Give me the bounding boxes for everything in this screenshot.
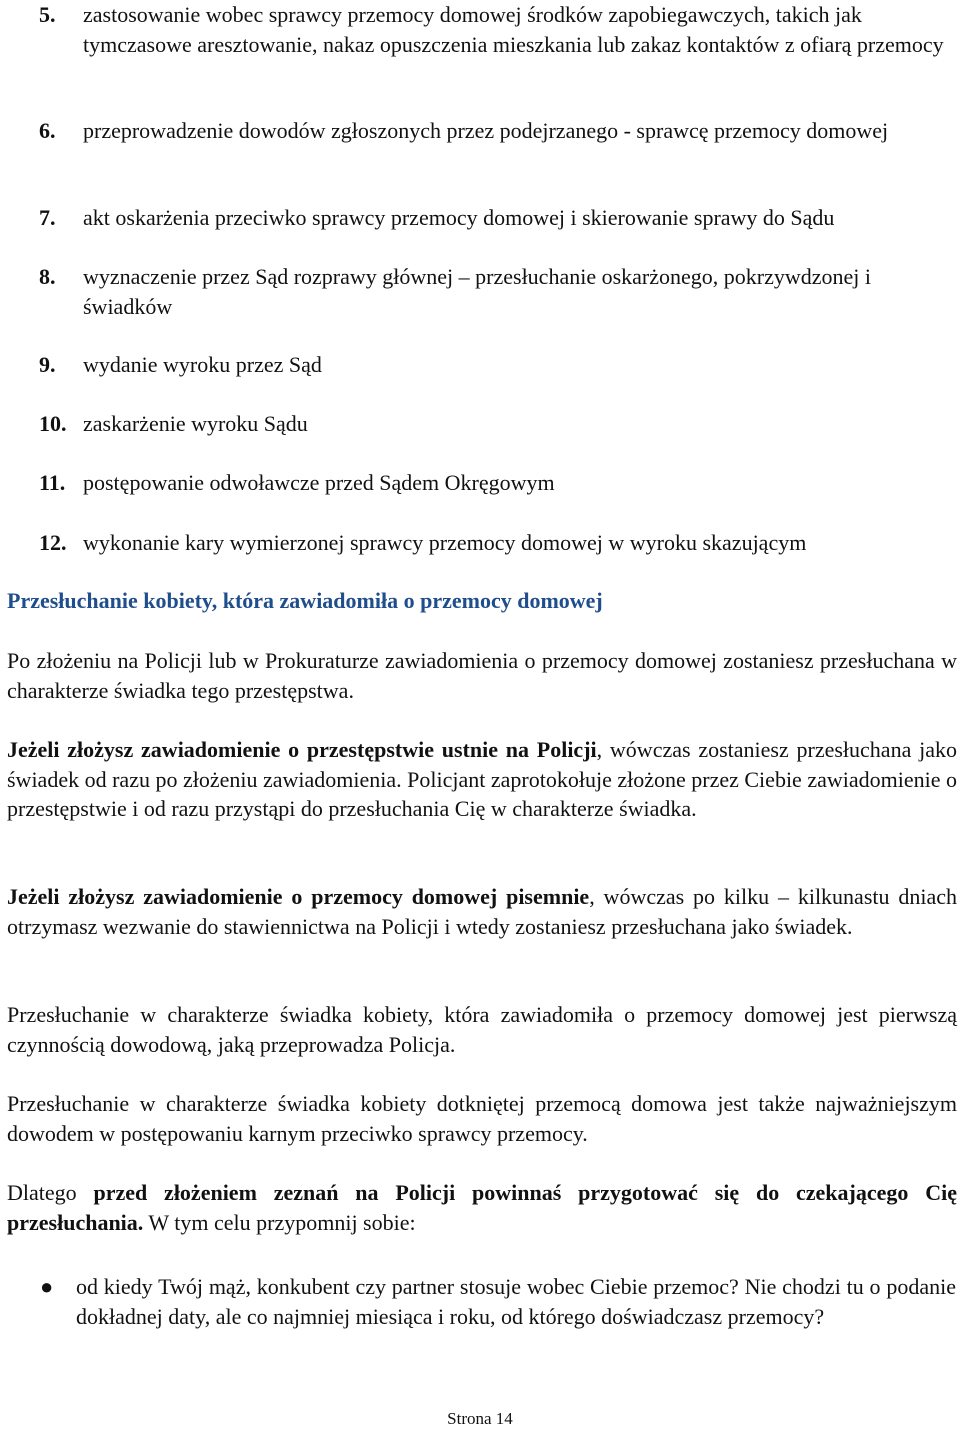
paragraph-bold-text: przed złożeniem zeznań na Policji powinnaś przygotować się do czekającego Cię przesłuchania.	[7, 1180, 957, 1235]
list-number: 12.	[39, 530, 67, 555]
list-text: postępowanie odwoławcze przed Sądem Okręgowym	[83, 470, 555, 495]
list-number: 11.	[39, 470, 66, 495]
paragraph-text: , wówczas po kilku – kilkunastu dniach otrzymasz wezwanie do stawiennictwa na Policji i wtedy zostaniesz przesłuchana jako świadek.	[7, 884, 957, 939]
list-text: wyznaczenie przez Sąd rozprawy głównej – przesłuchanie oskarżonego, pokrzywdzonej i świadków	[83, 264, 872, 319]
list-text: zaskarżenie wyroku Sądu	[83, 411, 308, 436]
paragraph	[7, 646, 957, 705]
list-text: akt oskarżenia przeciwko sprawcy przemocy domowej i skierowanie sprawy do Sądu	[83, 205, 835, 230]
list-number: 6.	[39, 118, 56, 143]
list-text: zastosowanie wobec sprawcy przemocy domowej środków zapobiegawczych, takich jak tymczasowe aresztowanie, nakaz opuszczenia mieszkania lub zakaz kontaktów z ofiarą przemocy	[83, 2, 944, 57]
bullet-icon: ●	[40, 1274, 54, 1299]
list-number: 9.	[39, 352, 56, 377]
paragraph-bold-text: Jeżeli złożysz zawiadomienie o przemocy domowej pisemnie	[7, 884, 590, 909]
paragraph-text: W tym celu przypomnij sobie:	[143, 1209, 416, 1235]
paragraph-bold-text: Jeżeli złożysz zawiadomienie o przestępstwie ustnie na Policji	[7, 737, 597, 762]
paragraph	[7, 735, 957, 824]
list-number: 5.	[39, 2, 56, 27]
list-text: przeprowadzenie dowodów zgłoszonych przez podejrzanego - sprawcę przemocy domowej	[83, 118, 889, 143]
list-number: 10.	[39, 411, 67, 436]
page-footer: Strona 14	[447, 1409, 513, 1428]
paragraph	[7, 1178, 957, 1237]
paragraph-text: Przesłuchanie w charakterze świadka kobiety dotkniętej przemocą domowa jest także najważniejszym dowodem w postępowaniu karnym przeciwko sprawcy przemocy.	[7, 1091, 957, 1146]
section-heading: Przesłuchanie kobiety, która zawiadomiła o przemocy domowej	[7, 588, 603, 613]
bullet-text: od kiedy Twój mąż, konkubent czy partner stosuje wobec Ciebie przemoc? Nie chodzi tu o podanie dokładnej daty, ale co najmniej miesiąca i roku, od którego doświadczasz przemocy?	[76, 1274, 956, 1329]
list-text: wydanie wyroku przez Sąd	[83, 352, 322, 377]
list-number: 8.	[39, 264, 56, 289]
paragraph-text: Przesłuchanie w charakterze świadka kobiety, która zawiadomiła o przemocy domowej jest pierwszą czynnością dowodową, jaką przeprowadza Policja.	[7, 1002, 957, 1057]
paragraph-text: Dlatego	[7, 1180, 94, 1205]
paragraph	[7, 882, 957, 941]
paragraph	[7, 1000, 957, 1059]
paragraph	[7, 1089, 957, 1148]
paragraph-text: Po złożeniu na Policji lub w Prokuraturze zawiadomienia o przemocy domowej zostaniesz przesłuchana w charakterze świadka tego przestępstwa.	[7, 648, 957, 703]
list-text: wykonanie kary wymierzonej sprawcy przemocy domowej w wyroku skazującym	[83, 530, 807, 555]
paragraph-text: , wówczas zostaniesz przesłuchana jako świadek od razu po złożeniu zawiadomienia. Policjant zaprotokołuje złożone przez Ciebie zawiadomienie o przestępstwie i od razu przystąpi do przesłuchania Cię w charakterze świadka.	[7, 737, 957, 821]
list-number: 7.	[39, 205, 56, 230]
